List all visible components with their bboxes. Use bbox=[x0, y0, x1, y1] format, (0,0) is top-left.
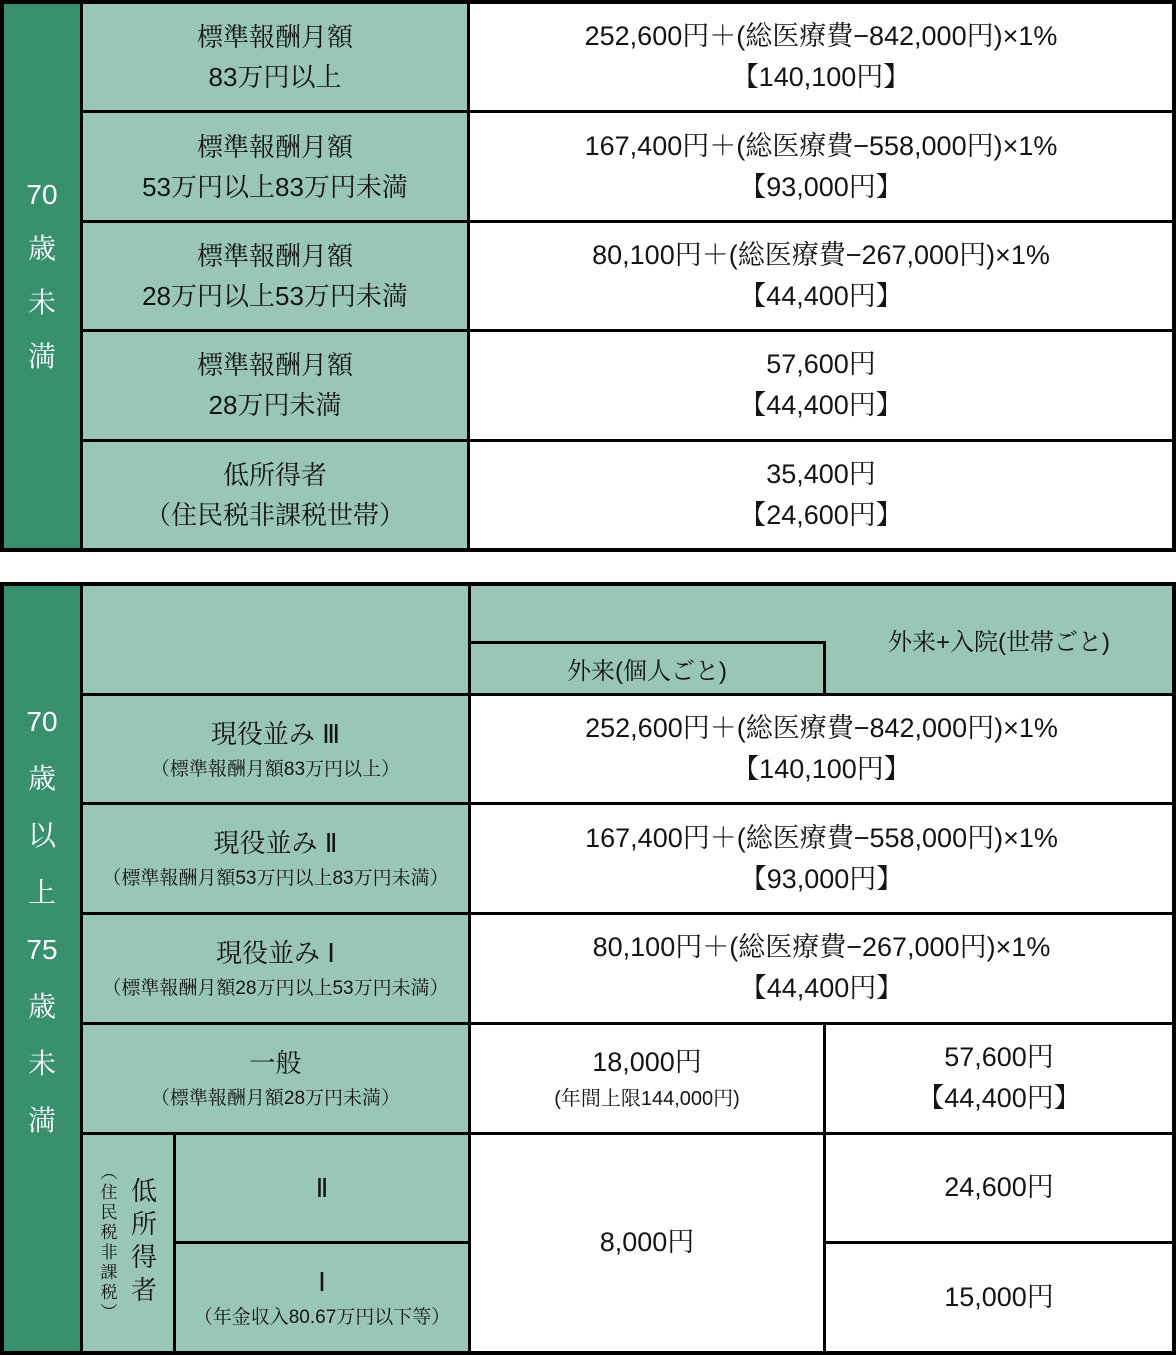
outpatient-cell-general bbox=[471, 1025, 823, 1132]
category-cell-row4 bbox=[83, 332, 467, 438]
category-label: 標準報酬月額 bbox=[196, 240, 353, 271]
limit-amount: 57,600円 bbox=[766, 349, 876, 380]
value-cell-sanyaku1 bbox=[471, 915, 1172, 1022]
age-band-char: 歳 bbox=[27, 233, 56, 264]
multiple-occurrence-amount: 【93,000円】 bbox=[739, 863, 904, 894]
limit-amount: 35,400円 bbox=[766, 458, 876, 489]
low-income-grade1-cell bbox=[176, 1244, 468, 1351]
annual-cap-note: (年間上限144,000円) bbox=[554, 1087, 740, 1110]
under-70-table bbox=[0, 0, 1176, 552]
category-label: 現役並み Ⅱ bbox=[213, 828, 338, 859]
category-label: 現役並み Ⅲ bbox=[210, 718, 341, 749]
limit-formula: 80,100円＋(総医療費−267,000円)×1% bbox=[592, 932, 1051, 963]
age-band-char: 上 bbox=[27, 876, 56, 908]
header-spacer-cell bbox=[83, 586, 468, 693]
grade-label: Ⅰ bbox=[318, 1267, 326, 1298]
category-cell-row2 bbox=[83, 113, 467, 219]
age-band-char: 70 bbox=[26, 705, 58, 737]
value-cell-row5 bbox=[470, 442, 1172, 548]
limit-formula: 167,400円＋(総医療費−558,000円)×1% bbox=[584, 130, 1058, 161]
multiple-occurrence-amount: 【44,400円】 bbox=[739, 973, 904, 1004]
value-cell-row4 bbox=[470, 332, 1172, 438]
low-income-grade2-cell bbox=[176, 1135, 468, 1242]
age-band-char: 未 bbox=[27, 1047, 56, 1079]
age-band-70-to-75 bbox=[4, 586, 80, 1351]
category-cell-sanyaku1 bbox=[83, 915, 468, 1022]
value-cell-sanyaku2 bbox=[471, 805, 1172, 912]
low-income-group-cell bbox=[83, 1135, 173, 1351]
multiple-occurrence-amount: 【93,000円】 bbox=[739, 171, 903, 202]
age-band-char: 歳 bbox=[27, 762, 56, 794]
limit-amount: 15,000円 bbox=[944, 1282, 1054, 1313]
category-sublabel: （標準報酬月額53万円以上83万円未満） bbox=[102, 868, 449, 890]
limit-formula: 167,400円＋(総医療費−558,000円)×1% bbox=[585, 822, 1058, 853]
category-cell-row3 bbox=[83, 223, 467, 329]
category-label: 一般 bbox=[249, 1047, 302, 1078]
category-sublabel: （標準報酬月額28万円未満） bbox=[150, 1087, 401, 1109]
category-label: 28万円未満 bbox=[208, 390, 342, 421]
low-income-tax-exempt-note: （住民税非課税） bbox=[97, 1162, 117, 1323]
value-cell-row3 bbox=[470, 223, 1172, 329]
outpatient-cell-low-income bbox=[471, 1135, 823, 1351]
category-label: 28万円以上53万円未満 bbox=[142, 280, 408, 311]
multiple-occurrence-amount: 【140,100円】 bbox=[731, 62, 911, 93]
age-band-char: 75 bbox=[26, 933, 58, 965]
category-label: 標準報酬月額 bbox=[196, 350, 353, 381]
limit-amount: 18,000円 bbox=[592, 1046, 702, 1077]
limit-formula: 252,600円＋(総医療費−842,000円)×1% bbox=[585, 713, 1058, 744]
low-income-group-label: 低所得者 bbox=[127, 1176, 158, 1309]
multiple-occurrence-amount: 【44,400円】 bbox=[917, 1083, 1081, 1114]
age-band-char: 満 bbox=[27, 1104, 56, 1136]
category-label: 標準報酬月額 bbox=[196, 131, 353, 162]
category-label: 83万円以上 bbox=[208, 62, 342, 93]
category-label: 低所得者 bbox=[222, 459, 327, 490]
limit-formula: 80,100円＋(総医療費−267,000円)×1% bbox=[592, 239, 1050, 270]
category-sublabel: （標準報酬月額28万円以上53万円未満） bbox=[102, 977, 449, 999]
category-cell-row1 bbox=[83, 4, 467, 110]
category-sublabel: （標準報酬月額83万円以上） bbox=[150, 758, 401, 780]
multiple-occurrence-amount: 【140,100円】 bbox=[732, 754, 911, 785]
category-cell-sanyaku2 bbox=[83, 805, 468, 912]
multiple-occurrence-amount: 【44,400円】 bbox=[739, 280, 903, 311]
grade-label: Ⅱ bbox=[315, 1172, 329, 1203]
multiple-occurrence-amount: 【24,600円】 bbox=[739, 499, 903, 530]
category-cell-sanyaku3 bbox=[83, 696, 468, 803]
category-label: 53万円以上83万円未満 bbox=[142, 171, 408, 202]
limit-amount: 8,000円 bbox=[599, 1227, 695, 1258]
category-cell-row5 bbox=[83, 442, 467, 548]
limit-amount: 24,600円 bbox=[944, 1172, 1054, 1203]
header-columns-cell bbox=[471, 586, 1172, 693]
grade-sublabel: （年金収入80.67万円以下等） bbox=[193, 1307, 451, 1329]
limit-amount: 57,600円 bbox=[944, 1042, 1054, 1073]
age-band-char: 歳 bbox=[27, 990, 56, 1022]
household-cell-general bbox=[826, 1025, 1172, 1132]
category-label: （住民税非課税世帯） bbox=[144, 499, 405, 530]
age-band-under-70 bbox=[4, 4, 80, 548]
age-band-char: 未 bbox=[27, 287, 56, 318]
header-outpatient: 外来(個人ごと) bbox=[471, 641, 826, 693]
age-band-char: 以 bbox=[27, 819, 56, 851]
category-cell-general bbox=[83, 1025, 468, 1132]
household-cell-grade2 bbox=[826, 1135, 1172, 1242]
multiple-occurrence-amount: 【44,400円】 bbox=[739, 390, 903, 421]
category-label: 標準報酬月額 bbox=[196, 22, 353, 53]
value-cell-row1 bbox=[470, 4, 1172, 110]
category-label: 現役並み Ⅰ bbox=[216, 937, 335, 968]
age-70-to-75-table bbox=[0, 582, 1176, 1355]
value-cell-row2 bbox=[470, 113, 1172, 219]
age-band-char: 70 bbox=[26, 179, 58, 210]
limit-formula: 252,600円＋(総医療費−842,000円)×1% bbox=[584, 21, 1058, 52]
value-cell-sanyaku3 bbox=[471, 696, 1172, 803]
header-outpatient-plus-inpatient: 外来+入院(世帯ごと) bbox=[888, 628, 1110, 656]
age-band-char: 満 bbox=[27, 341, 56, 372]
household-cell-grade1 bbox=[826, 1244, 1172, 1351]
